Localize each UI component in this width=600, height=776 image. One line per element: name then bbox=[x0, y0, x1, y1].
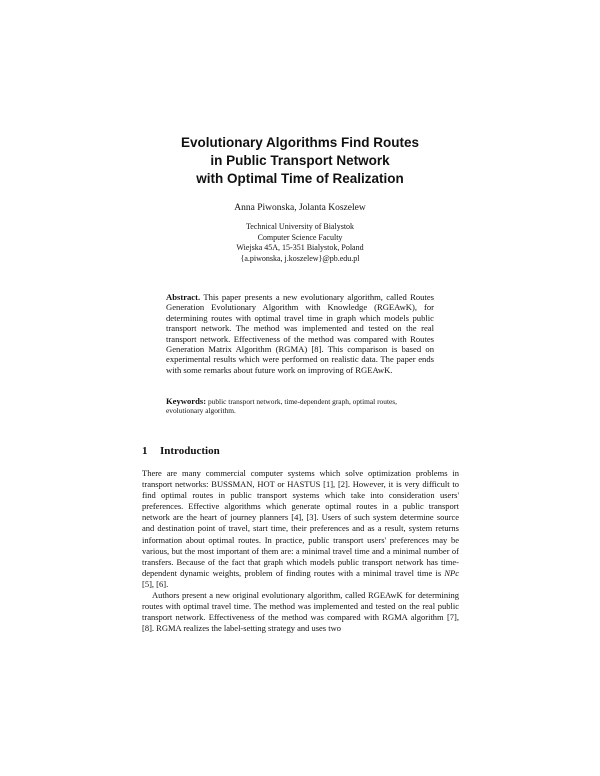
section-heading bbox=[142, 445, 220, 457]
section-title: Introduction bbox=[160, 445, 220, 457]
section-number: 1 bbox=[142, 445, 148, 457]
title-line-2: in Public Transport Network bbox=[210, 153, 390, 168]
keywords-text: public transport network, time-dependent graph, optimal routes, evolutionary algorithm. bbox=[166, 397, 397, 416]
abstract bbox=[166, 292, 434, 375]
abstract-text: This paper presents a new evolutionary algorithm, called Routes Generation Evolutionary Algorithm with Knowledge (RGEAwK), for determining routes with optimal travel time in graph which models public transport network. The method was implemented and tested on the real transport network. Effectiveness of the method was compared with Routes Generation Matrix Algorithm (RGMA) [8]. This comparison is based on experimental results which were performed on realistic data. The paper ends with some remarks about future work on improving of RGEAwK. bbox=[166, 292, 434, 375]
abstract-label: Abstract. bbox=[166, 292, 201, 302]
affiliation-address: Wiejska 45A, 15-351 Bialystok, Poland bbox=[236, 243, 364, 252]
title-line-3: with Optimal Time of Realization bbox=[196, 171, 404, 186]
author-list: Anna Piwonska, Jolanta Koszelew bbox=[234, 203, 366, 213]
keywords-label: Keywords: bbox=[166, 396, 207, 406]
paragraph-1-text: There are many commercial computer systems which solve optimization problems in transport networks: BUSSMAN, HOT or HASTUS [1], [2]. However, it is very difficult to find optimal routes in public transport systems which take into consideration users' preferences. Effective algorithms which generate optimal routes in a public transport network are the heart of journey planners [4], [3]. Users of such system determine source and destination point of travel, start time, their preferences and as a result, system returns information about optimal routes. In practice, public transport users' preferences may be various, but the most important of them are: a minimal travel time and a minimal number of transfers. Because of the fact that graph which models public transport network has time-dependent dynamic weights, problem of finding routes with a minimal travel time is bbox=[142, 468, 459, 578]
keywords bbox=[166, 397, 434, 416]
paper-title bbox=[0, 134, 600, 188]
paragraph-1-italic: NPc bbox=[444, 567, 459, 578]
affiliation-faculty: Computer Science Faculty bbox=[257, 232, 343, 242]
affiliation-university: Technical University of Bialystok bbox=[245, 222, 355, 231]
affiliation-email: {a.piwonska, j.koszelew}@pb.edu.pl bbox=[240, 253, 360, 263]
paragraph bbox=[142, 468, 459, 590]
affiliation bbox=[0, 222, 600, 264]
body-text bbox=[142, 468, 459, 634]
paragraph: Authors present a new original evolutionary algorithm, called RGEAwK for determining routes with optimal travel time. The method was implemented and tested on the real public transport network. Effectiveness of the method was compared with RGMA algorithm [7], [8]. RGMA realizes the label-setting strategy and uses two bbox=[142, 590, 459, 634]
paragraph-1-tail: [5], [6]. bbox=[142, 578, 169, 589]
title-line-1: Evolutionary Algorithms Find Routes bbox=[180, 135, 419, 150]
